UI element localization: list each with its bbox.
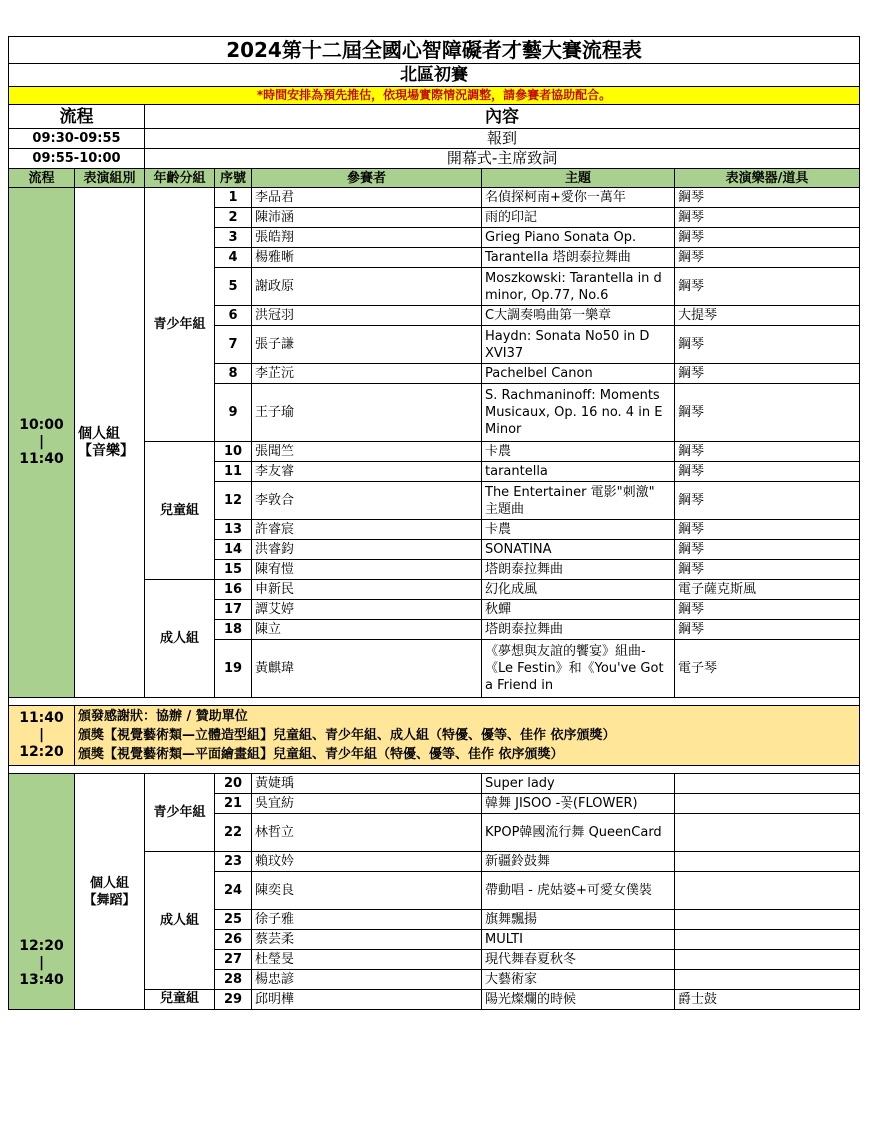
performance-group: 個人組【音樂】	[75, 188, 145, 698]
entry-theme: Grieg Piano Sonata Op.	[482, 228, 675, 248]
entry-instrument: 鋼琴	[675, 248, 860, 268]
entry-number: 5	[215, 268, 252, 306]
header-flow: 流程	[9, 105, 145, 129]
entry-number: 24	[215, 872, 252, 910]
entry-theme: 卡農	[482, 442, 675, 462]
column-header: 主題	[482, 169, 675, 188]
entry-number: 8	[215, 364, 252, 384]
entry-number: 10	[215, 442, 252, 462]
entry-theme: 卡農	[482, 520, 675, 540]
entry-instrument: 鋼琴	[675, 620, 860, 640]
entry-theme: 現代舞春夏秋冬	[482, 950, 675, 970]
column-header: 表演組別	[75, 169, 145, 188]
entry-theme: SONATINA	[482, 540, 675, 560]
time-slot: 12:20 | 13:40	[9, 774, 75, 1010]
entry-theme: C大調奏鳴曲第一樂章	[482, 306, 675, 326]
entry-number: 3	[215, 228, 252, 248]
entry-instrument	[675, 814, 860, 852]
participant-name: 楊雅晰	[252, 248, 482, 268]
participant-name: 洪冠羽	[252, 306, 482, 326]
column-header: 流程	[9, 169, 75, 188]
entry-instrument: 大提琴	[675, 306, 860, 326]
schedule-time: 09:55-10:00	[9, 149, 145, 169]
entry-instrument: 鋼琴	[675, 326, 860, 364]
entry-theme: 雨的印記	[482, 208, 675, 228]
entry-theme: KPOP韓國流行舞 QueenCard	[482, 814, 675, 852]
participant-name: 張皓翔	[252, 228, 482, 248]
participant-name: 洪睿鈞	[252, 540, 482, 560]
entry-theme: 幻化成風	[482, 580, 675, 600]
participant-name: 陳沛涵	[252, 208, 482, 228]
time-slot: 11:40 | 12:20	[9, 706, 75, 766]
participant-name: 許睿宸	[252, 520, 482, 540]
entry-number: 7	[215, 326, 252, 364]
participant-name: 陳宥愷	[252, 560, 482, 580]
entry-theme: 旗舞飄揚	[482, 910, 675, 930]
entry-number: 18	[215, 620, 252, 640]
entry-number: 29	[215, 990, 252, 1010]
age-group: 青少年組	[145, 208, 215, 442]
column-header: 表演樂器/道具	[675, 169, 860, 188]
entry-theme: 大藝術家	[482, 970, 675, 990]
entry-number: 20	[215, 774, 252, 794]
entry-number: 22	[215, 814, 252, 852]
entry-instrument: 鋼琴	[675, 364, 860, 384]
entry-number: 2	[215, 208, 252, 228]
schedule-content: 報到	[145, 129, 860, 149]
column-header: 序號	[215, 169, 252, 188]
entry-instrument: 電子琴	[675, 640, 860, 698]
entry-number: 19	[215, 640, 252, 698]
entry-theme: tarantella	[482, 462, 675, 482]
entry-instrument: 鋼琴	[675, 560, 860, 580]
page-title: 2024第十二屆全國心智障礙者才藝大賽流程表	[9, 37, 860, 64]
entry-instrument: 鋼琴	[675, 600, 860, 620]
entry-theme: 陽光燦爛的時候	[482, 990, 675, 1010]
entry-theme: Super lady	[482, 774, 675, 794]
entry-instrument: 爵士鼓	[675, 990, 860, 1010]
participant-name: 王子瑜	[252, 384, 482, 442]
entry-instrument: 鋼琴	[675, 228, 860, 248]
entry-theme: 帶動唱 - 虎姑婆+可愛女僕裝	[482, 872, 675, 910]
participant-name: 張子謙	[252, 326, 482, 364]
header-content: 內容	[145, 105, 860, 129]
entry-number: 28	[215, 970, 252, 990]
age-group: 青少年組	[145, 774, 215, 852]
page-subtitle: 北區初賽	[9, 64, 860, 87]
entry-number: 17	[215, 600, 252, 620]
entry-instrument: 鋼琴	[675, 540, 860, 560]
participant-name: 邱明樺	[252, 990, 482, 1010]
participant-name: 李友睿	[252, 462, 482, 482]
participant-name: 陳奕良	[252, 872, 482, 910]
age-group: 成人組	[145, 852, 215, 990]
entry-theme: Tarantella 塔朗泰拉舞曲	[482, 248, 675, 268]
entry-number: 21	[215, 794, 252, 814]
participant-name: 蔡芸柔	[252, 930, 482, 950]
entry-instrument	[675, 794, 860, 814]
award-ceremony: 頒發感謝狀：協辦 / 贊助單位 頒獎【視覺藝術類—立體造型組】兒童組、青少年組、成人組（特優、優等、佳作 依序頒獎） 頒獎【視覺藝術類—平面繪畫組】兒童組、青少年組（特優、優等、佳作 依序頒獎）	[75, 706, 860, 766]
entry-number: 16	[215, 580, 252, 600]
participant-name: 張聞竺	[252, 442, 482, 462]
entry-theme: The Entertainer 電影"刺激" 主題曲	[482, 482, 675, 520]
participant-name: 徐子雅	[252, 910, 482, 930]
participant-name: 杜瑩旻	[252, 950, 482, 970]
entry-instrument	[675, 930, 860, 950]
entry-instrument: 鋼琴	[675, 482, 860, 520]
entry-number: 27	[215, 950, 252, 970]
participant-name: 吳宜紡	[252, 794, 482, 814]
entry-theme: Haydn: Sonata No50 in D XVI37	[482, 326, 675, 364]
entry-number: 4	[215, 248, 252, 268]
entry-number: 1	[215, 188, 252, 208]
entry-theme: 秋蟬	[482, 600, 675, 620]
participant-name: 謝政原	[252, 268, 482, 306]
column-header: 參賽者	[252, 169, 482, 188]
notice-banner: *時間安排為預先推估，依現場實際情況調整，請參賽者協助配合。	[9, 87, 860, 105]
participant-name: 黃麒瑋	[252, 640, 482, 698]
entry-instrument: 鋼琴	[675, 384, 860, 442]
entry-number: 11	[215, 462, 252, 482]
entry-theme: S. Rachmaninoff: Moments Musicaux, Op. 16 no. 4 in E Minor	[482, 384, 675, 442]
column-header: 年齡分組	[145, 169, 215, 188]
entry-theme: Pachelbel Canon	[482, 364, 675, 384]
entry-theme: Moszkowski: Tarantella in d minor, Op.77, No.6	[482, 268, 675, 306]
participant-name: 林哲立	[252, 814, 482, 852]
schedule-content: 開幕式-主席致詞	[145, 149, 860, 169]
entry-number: 9	[215, 384, 252, 442]
participant-name: 李敦合	[252, 482, 482, 520]
entry-theme: 《夢想與友誼的饗宴》組曲-《Le Festin》和《You've Got a Friend in	[482, 640, 675, 698]
participant-name: 陳立	[252, 620, 482, 640]
participant-name: 賴玟妗	[252, 852, 482, 872]
entry-number: 25	[215, 910, 252, 930]
entry-theme: 韓舞 JISOO -꽃(FLOWER)	[482, 794, 675, 814]
age-group: 成人組	[145, 580, 215, 698]
entry-instrument	[675, 970, 860, 990]
participant-name: 李品君	[252, 188, 482, 208]
entry-instrument: 鋼琴	[675, 442, 860, 462]
entry-theme: 名偵探柯南+愛你一萬年	[482, 188, 675, 208]
entry-instrument	[675, 950, 860, 970]
entry-instrument: 鋼琴	[675, 208, 860, 228]
entry-instrument: 鋼琴	[675, 462, 860, 482]
entry-instrument	[675, 852, 860, 872]
performance-group: 個人組【舞蹈】	[75, 774, 145, 1010]
entry-instrument: 鋼琴	[675, 520, 860, 540]
entry-number: 6	[215, 306, 252, 326]
age-group: 兒童組	[145, 990, 215, 1010]
participant-name: 楊忠諺	[252, 970, 482, 990]
entry-number: 23	[215, 852, 252, 872]
entry-number: 13	[215, 520, 252, 540]
participant-name: 申新民	[252, 580, 482, 600]
entry-instrument	[675, 774, 860, 794]
participant-name: 黃婕瑀	[252, 774, 482, 794]
entry-theme: 新疆鈴鼓舞	[482, 852, 675, 872]
entry-instrument: 電子薩克斯風	[675, 580, 860, 600]
time-slot: 10:00 | 11:40	[9, 188, 75, 698]
schedule-time: 09:30-09:55	[9, 129, 145, 149]
entry-number: 15	[215, 560, 252, 580]
entry-theme: 塔朗泰拉舞曲	[482, 620, 675, 640]
age-group: 兒童組	[145, 442, 215, 580]
entry-instrument	[675, 910, 860, 930]
entry-number: 14	[215, 540, 252, 560]
entry-instrument: 鋼琴	[675, 268, 860, 306]
entry-theme: 塔朗泰拉舞曲	[482, 560, 675, 580]
entry-theme: MULTI	[482, 930, 675, 950]
entry-instrument	[675, 872, 860, 910]
participant-name: 李芷沅	[252, 364, 482, 384]
entry-number: 26	[215, 930, 252, 950]
page-cut-mask	[0, 1070, 870, 1126]
schedule-table	[8, 36, 860, 1010]
participant-name: 譚艾婷	[252, 600, 482, 620]
entry-number: 12	[215, 482, 252, 520]
entry-instrument: 鋼琴	[675, 188, 860, 208]
